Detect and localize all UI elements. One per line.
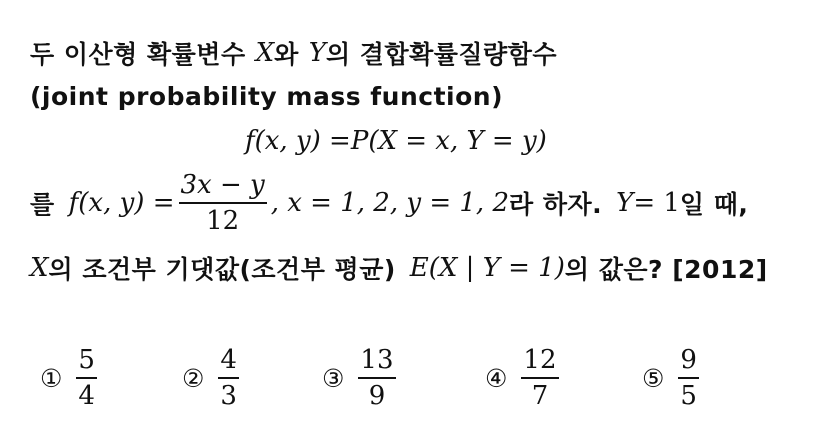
question-line-1	[30, 35, 557, 71]
domain-condition: , x = 1, 2, y = 1, 2	[270, 188, 509, 218]
probability-p: P	[350, 126, 369, 156]
function-args: (x, y) =	[78, 188, 175, 218]
question-text: 를	[30, 190, 55, 219]
fraction-denominator: 12	[206, 206, 240, 236]
choice-marker: ③	[322, 363, 345, 393]
choice-marker: ④	[485, 363, 508, 393]
question-text: (joint probability mass function)	[30, 82, 504, 111]
fraction-denominator: 9	[368, 381, 386, 411]
question-line-4	[30, 170, 748, 236]
fraction-denominator: 5	[680, 381, 697, 411]
question-line-5	[30, 250, 768, 286]
condition-value: = 1	[633, 188, 680, 218]
choice-marker: ②	[182, 363, 205, 393]
fraction-numerator: 12	[523, 345, 557, 375]
choice-5[interactable]	[642, 345, 703, 411]
fraction-numerator: 3x − y	[180, 170, 265, 200]
choice-3[interactable]	[322, 345, 400, 411]
choice-fraction	[76, 345, 97, 411]
expectation-e: E	[409, 253, 429, 283]
choice-fraction	[218, 345, 239, 411]
expectation-expr: (X | Y = 1)	[428, 253, 565, 283]
fraction-denominator: 7	[531, 381, 549, 411]
question-text: 일 때,	[679, 190, 749, 219]
fraction-denominator: 4	[78, 381, 95, 411]
choice-4[interactable]	[485, 345, 563, 411]
fraction-denominator: 3	[220, 381, 237, 411]
choice-fraction	[521, 345, 558, 411]
choice-1[interactable]	[40, 345, 101, 411]
choice-marker: ①	[40, 363, 63, 393]
choice-fraction	[678, 345, 699, 411]
fraction-numerator: 9	[680, 345, 697, 375]
function-f: f	[245, 126, 255, 156]
question-line-2	[30, 82, 503, 111]
fraction-numerator: 13	[360, 345, 394, 375]
variable-x: X	[30, 253, 49, 283]
choice-marker: ⑤	[642, 363, 665, 393]
variable-x: X	[255, 38, 275, 68]
question-text: 의 조건부 기댓값(조건부 평균)	[48, 255, 396, 284]
probability-args: (X = x, Y = y)	[368, 126, 547, 156]
variable-y: Y	[616, 188, 634, 218]
question-text: 의 값은? [2012]	[564, 255, 768, 284]
question-text: 의 결합확률질량함수	[325, 40, 558, 69]
question-text: 라 하자.	[508, 190, 603, 219]
variable-y: Y	[308, 38, 326, 68]
question-text: 와	[274, 40, 299, 69]
pmf-fraction	[179, 170, 267, 236]
choice-fraction	[358, 345, 395, 411]
fraction-numerator: 5	[78, 345, 95, 375]
function-args: (x, y) =	[254, 126, 351, 156]
joint-pmf-definition	[245, 126, 547, 156]
question-text: 두 이산형 확률변수	[30, 40, 246, 69]
function-f: f	[68, 188, 79, 218]
fraction-numerator: 4	[220, 345, 237, 375]
choice-2[interactable]	[182, 345, 243, 411]
